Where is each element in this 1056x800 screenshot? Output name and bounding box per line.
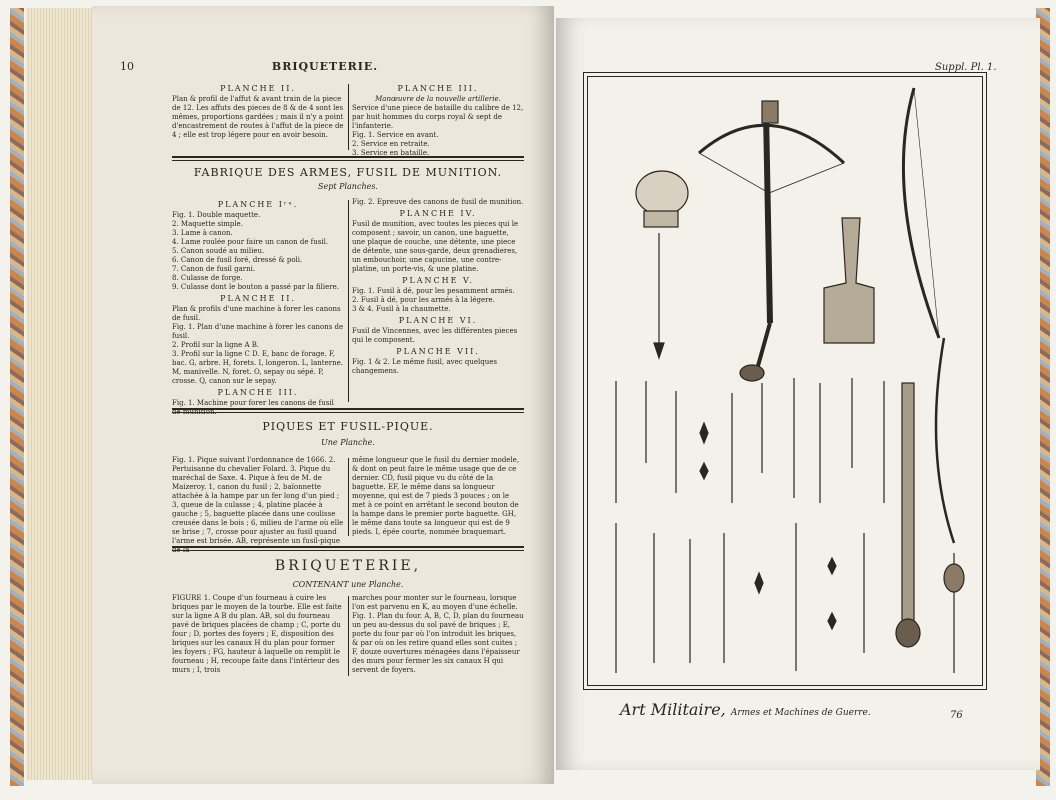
section-title: PIQUES ET FUSIL-PIQUE.	[262, 420, 434, 433]
plate-heading: PLANCHE III.	[217, 388, 299, 397]
list-item: Fig. 1. Machine pour forer les canons de fusil de munition.	[172, 399, 334, 416]
spiked-arrow-illustration	[944, 553, 964, 673]
plate-heading: PLANCHE V.	[402, 276, 474, 285]
list-item: Fusil de munition, avec toutes les pieces qui le composent ; savoir, un canon, une baguette, une plaque de couche, une détente, une piece de détente, une sous-garde, deux grenadieres, un embouchoir, une capucine, une contre-platine, un porte-vis, & une platine.	[352, 220, 519, 273]
plate-heading: PLANCHE III.	[397, 84, 479, 93]
section-rule	[172, 156, 524, 161]
arrows-row-1	[616, 378, 884, 503]
column-divider	[348, 84, 349, 150]
list-item: 2. Service en retraite.	[352, 140, 430, 148]
disc-shield-illustration	[636, 171, 688, 227]
list-item: 3. Profil sur la ligne C D. E, banc de forage. F, bac. G, arbre. H, forets. I, longeron. L, lanterne. M, manivelle. N, foret. O, sepay ou sépé. P, crosse. Q, canon sur le sepay.	[172, 350, 343, 385]
section-subtitle: CONTENANT une Planche.	[292, 580, 404, 589]
section-title: FABRIQUE DES ARMES, FUSIL DE MUNITION.	[193, 166, 503, 179]
plate-heading: PLANCHE VII.	[396, 347, 480, 356]
weapons-engraving	[584, 73, 986, 689]
plate-heading: PLANCHE IV.	[399, 209, 477, 218]
top-left-column	[172, 82, 344, 140]
list-item: Plan & profils d'une machine à forer les canons de fusil.	[172, 305, 341, 322]
plate-caption	[620, 700, 950, 719]
plate-heading: PLANCHE VI.	[398, 316, 478, 325]
plate-number: 76	[950, 710, 963, 721]
section-subtitle: Sept Planches.	[318, 182, 378, 191]
running-head: BRIQUETERIE.	[271, 60, 379, 73]
list-item: Fig. 1 & 2. Le même fusil, avec quelques changemens.	[352, 358, 497, 375]
arrows-row-2	[616, 523, 864, 673]
section-title: BRIQUETERIE,	[274, 558, 422, 574]
section3-column-left: FIGURE 1. Coupe d'un fourneau à cuire les briques par le moyen de la tourbe. Elle est faite sur la ligne A B du plan. AB, sol du fourneau pavé de briques placées de champ ; C, porte du four ; D, portes des foyers ; E, disposition des briques sur les canaux H du plan pour former les foyers ; FG, hauteur à laquelle on remplit le fourneau ; H, recoupe faite dans l'intérieur des murs ; I, trois	[172, 594, 342, 674]
page-number: 10	[120, 60, 134, 73]
section1-column-right	[352, 198, 524, 376]
plate-subheading: Manœuvre de la nouvelle artillerie.	[375, 95, 501, 103]
crossbow-illustration	[699, 101, 844, 381]
list-item: 6. Canon de fusil foré, dressé & poli.	[172, 256, 303, 264]
list-item: Fig. 2. Epreuve des canons de fusil de munition.	[352, 198, 524, 206]
section-rule	[172, 546, 524, 551]
plate-text: Plan & profil de l'affut & avant train de la piece de 12. Les affuts des pieces de 8 & de 4 sont les mêmes, proportions gardées ; mais il n'y a point d'encastrement de routes à l'affut de la piece de 4 ; elle est trop légere pour en avoir besoin.	[172, 95, 344, 139]
plate-heading: PLANCHE II.	[220, 294, 296, 303]
supplement-label: Suppl. Pl. 1.	[935, 62, 997, 73]
list-item: Fig. 1. Service en avant.	[352, 131, 439, 139]
list-item: 2. Maquette simple.	[172, 220, 243, 228]
page-edges	[26, 8, 96, 780]
column-divider	[348, 458, 349, 536]
plate-text: Service d'une piece de bataille du calibre de 12, par huit hommes du corps royal & sept de l'infanterie.	[352, 104, 524, 130]
list-item: 8. Culasse de forge.	[172, 274, 243, 282]
list-item: 3. Service en bataille.	[352, 149, 430, 157]
list-item: 3 & 4. Fusil à la chaumette.	[352, 305, 451, 313]
caption-main: Art Militaire,	[620, 700, 726, 719]
column-divider	[348, 200, 349, 402]
list-item: Fig. 1. Double maquette.	[172, 211, 261, 219]
engraved-plate	[583, 72, 987, 690]
mace-illustration	[896, 383, 920, 647]
section3-column-right: marches pour monter sur le fourneau, lorsque l'on est parvenu en K, au moyen d'une échelle. Fig. 1. Plan du four. A, B, C, D, plan du fourneau un peu au-dessus du sol pavé de briques ; E, porte du four par où l'on introduit les briques, & par où on les retire quand elles sont cuites ; F, douze ouvertures ménagées dans l'épaisseur des murs pour fermer les six canaux H qui servent de foyers.	[352, 594, 524, 674]
marbled-edge-left	[10, 8, 24, 786]
section-rule	[172, 408, 524, 413]
list-item: Fig. 1. Plan d'une machine à forer les canons de fusil.	[172, 323, 344, 340]
list-item: 2. Profil sur la ligne A B.	[172, 341, 260, 349]
stock-piece-illustration	[824, 218, 874, 343]
plate-heading: PLANCHE Iʳᵉ.	[217, 200, 299, 209]
list-item: 5. Canon soudé au milieu.	[172, 247, 265, 255]
list-item: 4. Lame roulée pour faire un canon de fusil.	[172, 238, 329, 246]
list-item: Fusil de Vincennes, avec les différentes pieces qui le composent.	[352, 327, 518, 344]
list-item: Fig. 1. Fusil à dé, pour les pesamment armés.	[352, 287, 515, 295]
list-item: 9. Culasse dont le bouton a passé par la filiere.	[172, 283, 340, 291]
section2-column-right: même longueur que le fusil du dernier modele, & dont on peut faire le même usage que de ce dernier. CD, fusil pique vu du côté de la baguette. EF, le même dans sa longueur moyenne, qui est de 7 pieds 3 pouces ; on le met à ce point en arrêtant le second bouton de la hampe dans le premier porte baguette. GH, le même dans toute sa longueur qui est de 9 pieds. I, épée courte, nommée braquemart.	[352, 456, 520, 536]
column-divider	[348, 596, 349, 676]
list-item: 2. Fusil à dé, pour les armés à la légere.	[352, 296, 495, 304]
plate-heading: PLANCHE II.	[220, 84, 296, 93]
list-item: 7. Canon de fusil garni.	[172, 265, 256, 273]
long-arrow-illustration	[654, 233, 664, 358]
caption-sub: Armes et Machines de Guerre.	[730, 708, 871, 718]
list-item: 3. Lame à canon.	[172, 229, 233, 237]
section1-column-left	[172, 198, 344, 417]
top-right-column	[352, 82, 524, 158]
section2-column-left: Fig. 1. Pique suivant l'ordonnance de 1666. 2. Pertuisanne du chevalier Folard. 3. Pique du maréchal de Saxe. 4. Pique à feu de M. de Maizeroy. 1, canon du fusil ; 2, baïonnette attachée à la hampe par un fer long d'un pied ; 3, queue de la culasse ; 4, platine placée à gauche ; 5, baguette placée dans une coulisse creusée dans le bois ; 6, milieu de l'arme où elle se brise ; 7, crosse pour ajuster au fusil quand l'arme est brisée. AB, représente un fusil-pique de la	[172, 456, 344, 554]
section-subtitle: Une Planche.	[321, 438, 375, 447]
